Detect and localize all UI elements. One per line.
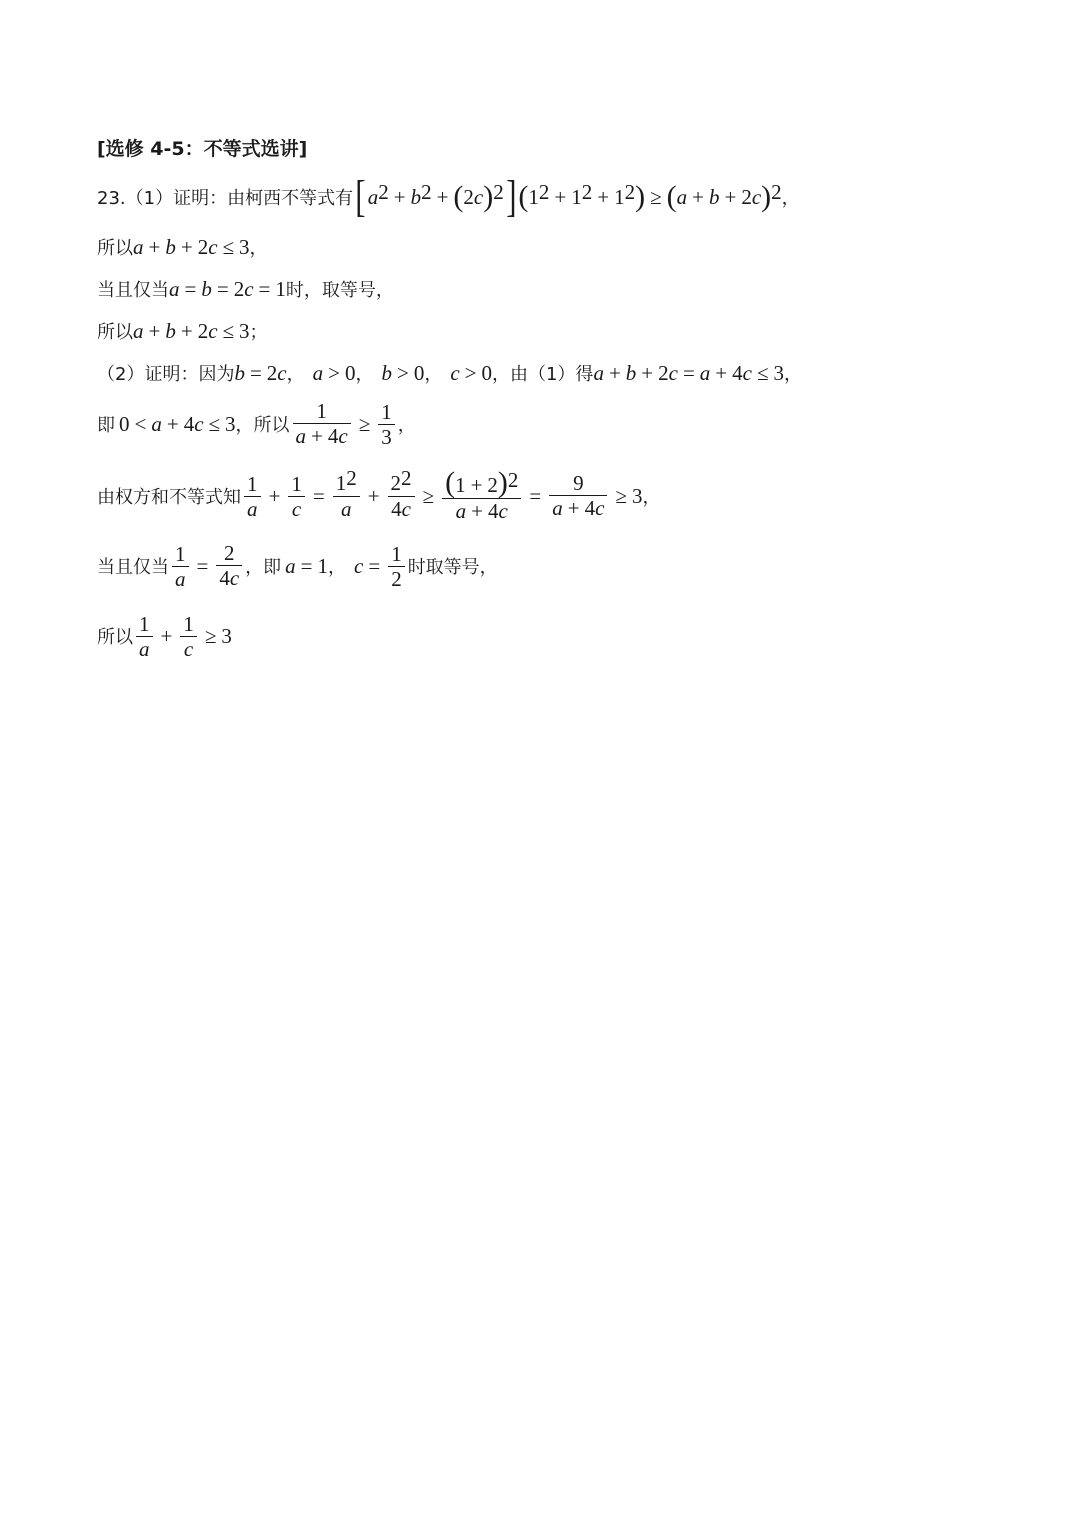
proof-line-8: 当且仅当 $\frac{1}{a}$ = $\frac{2}{4c}$ ，即 a = 1 ， c = $\frac{1}{2}$ 时取等号， [97, 541, 498, 591]
fraction: $\frac{9}{a + 4c}$ [549, 471, 607, 521]
proof-line-5: （2）证明：因为 b = 2 c ， a > 0 ， b > 0 ， c > 0 ，由（1）得 a + b + 2c = a + 4c ≤ 3 ， [97, 360, 802, 385]
fraction: $\frac{(1 + 2)^2}{a + 4c}$ [442, 468, 521, 524]
fraction: $\frac{1}{a}$ [136, 612, 153, 661]
fraction: $\frac{1}{3}$ [378, 400, 395, 449]
fraction: $\frac{1}{a + 4c}$ [293, 399, 351, 449]
line5-formula: a + b + 2c = a + 4c ≤ 3 [593, 360, 784, 385]
proof-line-2: 所以 a + b + 2c ≤ 3 ， [97, 234, 268, 259]
line3-formula: a = b = 2c = 1 [169, 276, 286, 301]
fraction: $\frac{1}{a}$ [244, 472, 261, 521]
proof-line-4: 所以 a + b + 2c ≤ 3 ； [97, 318, 268, 343]
line1-formula: [ a $^2$ + b $^2$ + ( 2 c ) $^2$ ] ( 1 $^2$ + 1 $^2$ + 1 $^2$ ) ≥ ( a + b + 2 c ) $^2$ [355, 172, 782, 221]
proof-line-3: 当且仅当 a = b = 2c = 1 时，取等号， [97, 276, 394, 301]
proof-line-1: 23.（1）证明：由柯西不等式有 [ a $^2$ + b $^2$ + ( 2 c ) $^2$ ] ( 1 $^2$ + 1 $^2$ + 1 $^2$ ) ≥ ( a + b + 2 c ) $^2$ ， [97, 172, 800, 221]
fraction: $\frac{1}{a}$ [172, 542, 189, 591]
proof-line-9: 所以 $\frac{1}{a}$ + $\frac{1}{c}$ ≥ 3 [97, 611, 232, 661]
fraction: $\frac{1}{2}$ [388, 542, 405, 591]
proof-line-7: 由权方和不等式知 $\frac{1}{a}$ + $\frac{1}{c}$ = $\frac{1^2}{a}$ + $\frac{2^2}{4c}$ ≥ $\frac{(1 + 2)^2}{a + 4c}$ = $\frac{9}{a + 4c}$ ≥ 3 ， [97, 465, 661, 523]
line4-formula: a + b + 2c ≤ 3 [133, 318, 250, 343]
proof-line-6: 即 0 < a + 4 c ≤ 3 ，所以 $\frac{1}{a + 4c}$ ≥ $\frac{1}{3}$ ， [97, 399, 416, 449]
fraction: $\frac{1}{c}$ [288, 472, 305, 521]
fraction: $\frac{1}{c}$ [180, 612, 197, 661]
line1-text: 23.（1）证明：由柯西不等式有 [97, 188, 354, 209]
fraction: $\frac{2^2}{4c}$ [388, 471, 415, 522]
fraction: $\frac{2}{4c}$ [216, 541, 242, 591]
section-heading-text: [选修 4-5：不等式选讲] [97, 138, 308, 160]
section-heading [97, 134, 307, 161]
fraction: $\frac{1^2}{a}$ [333, 471, 360, 521]
line2-formula: a + b + 2c ≤ 3 [133, 234, 250, 259]
